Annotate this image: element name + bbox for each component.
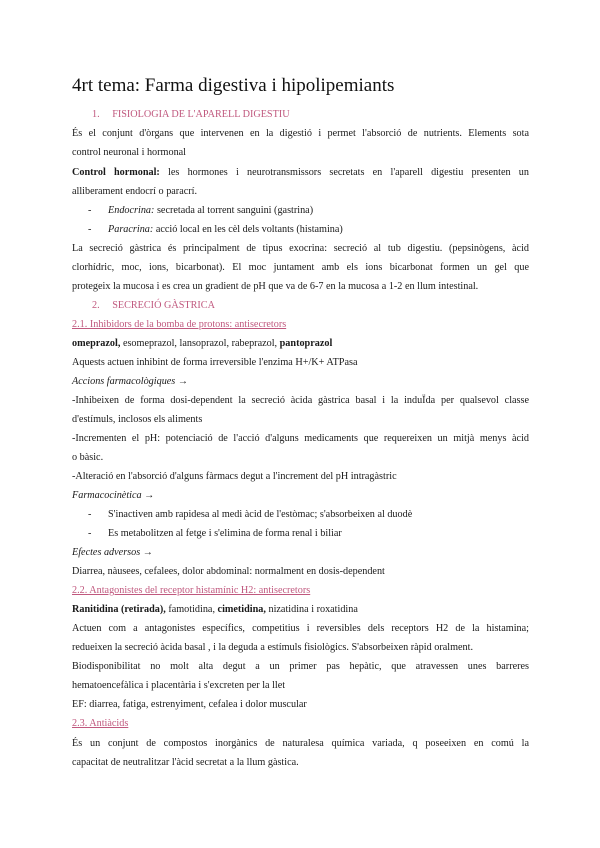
- drug-others: esomeprazol, lansoprazol, rabeprazol,: [120, 338, 280, 349]
- paragraph-line: -Inhibeixen de forma dosi-dependent la secreció àcida gàstrica basal i la induÏda per qualsevol classe: [72, 395, 529, 406]
- list-item-text: acció local en les cèl dels voltants (histamina): [153, 224, 343, 235]
- drug-famotidina: famotidina,: [165, 604, 218, 615]
- list-item-text: S'inactiven amb rapidesa al medi àcid de l'estòmac; s'absorbeixen al duodè: [108, 509, 413, 520]
- paragraph-line: És un conjunt de compostos inorgànics de naturalesa química variada, q poseeixen en comú la: [72, 738, 529, 749]
- subsection-2-2-heading: 2.2. Antagonistes del receptor histamínic H2: antisecretors: [72, 585, 311, 596]
- list-item-label: Paracrina:: [108, 224, 154, 235]
- paragraph-line: o bàsic.: [72, 452, 104, 463]
- subsection-2-1-heading: 2.1. Inhibidors de la bomba de protons: antisecretors: [72, 319, 287, 330]
- list-item-label: Endocrina:: [108, 205, 155, 216]
- drug-cimetidina: cimetidina,: [217, 604, 266, 615]
- drug-pantoprazol: pantoprazol: [279, 338, 333, 349]
- list-item-text: secretada al torrent sanguini (gastrina): [154, 205, 314, 216]
- section-1-heading: [92, 109, 290, 121]
- drug-list: [72, 604, 358, 616]
- paragraph-line: capacitat de neutralitzar l'àcid secretat a la llum gàstica.: [72, 757, 299, 768]
- paragraph-line: És el conjunt d'òrgans que intervenen en la digestió i permet l'absorció de nutrients. Elements sota: [72, 128, 529, 139]
- paragraph-line: Biodisponibilitat no molt alta degut a un primer pas hepàtic, que atravessen unes barreres: [72, 661, 529, 672]
- section-1-title: FISIOLOGIA DE L'APARELL DIGESTIU: [112, 109, 290, 120]
- dash-bullet: -: [88, 205, 92, 216]
- drug-ranitidina: Ranitidina (retirada),: [72, 604, 166, 615]
- dash-bullet: -: [88, 224, 92, 235]
- paragraph-line: Aquests actuen inhibint de forma irreversible l'enzima H+/K+ ATPasa: [72, 357, 358, 368]
- paragraph-line: La secreció gàstrica és principalment de tipus exocrina: secreció al tub digestiu. (pepsinògens, àcid: [72, 243, 529, 254]
- section-1-number: 1.: [92, 109, 100, 120]
- page-title: 4rt tema: Farma digestiva i hipolipemiants: [72, 75, 395, 96]
- accions-heading: Accions farmacològiques →: [72, 376, 189, 387]
- paragraph-line: redueixen la secreció àcida basal , i la deguda a estímuls fisiològics. S'absorbeixen ràpid oralment.: [72, 642, 473, 653]
- paragraph-line: d'estímuls, inclosos els aliments: [72, 414, 203, 425]
- list-item-text: Es metabolitzen al fetge i s'elimina de forma renal i biliar: [108, 528, 342, 539]
- control-hormonal-text: les hormones i neurotransmissors secretats en l'aparell digestiu presenten un: [159, 167, 529, 178]
- paragraph-line: hematoencefàlica i placentària i s'excreten per la llet: [72, 680, 286, 691]
- subsection-2-3-heading: 2.3. Antiàcids: [72, 718, 129, 729]
- efectes-adversos-heading: Efectes adversos →: [72, 547, 153, 558]
- section-2-number: 2.: [92, 300, 100, 311]
- paragraph-line: -Incrementen el pH: potenciació de l'acció d'alguns medicaments que requereixen un mitjà menys àcid: [72, 433, 529, 444]
- section-2-title: SECRECIÓ GÀSTRICA: [112, 300, 215, 311]
- paragraph-line: Actuen com a antagonistes específics, competitius i reversibles dels receptors H2 de la histamina;: [72, 623, 529, 634]
- dash-bullet: -: [88, 528, 92, 539]
- section-2-heading: [92, 300, 215, 312]
- dash-bullet: -: [88, 509, 92, 520]
- paragraph-line: protegeix la mucosa i es crea un gradient de pH que va de 6-7 en la mucosa a 1-2 en llum intestinal.: [72, 281, 479, 292]
- paragraph-line: clorhídric, moc, ions, bicarbonat). El moc juntament amb els ions bicarbonat formen un gel que: [72, 262, 529, 273]
- paragraph-line: EF: diarrea, fatiga, estrenyiment, cefalea i dolor muscular: [72, 699, 307, 710]
- paragraph-line: Diarrea, nàusees, cefalees, dolor abdominal: normalment en dosis-dependent: [72, 566, 385, 577]
- farmacocinetica-heading: Farmacocinètica →: [72, 490, 155, 501]
- control-hormonal-line: [72, 167, 529, 179]
- drug-list: [72, 338, 332, 350]
- paragraph-line: control neuronal i hormonal: [72, 147, 187, 158]
- paragraph-line: alliberament endocrí o paracrí.: [72, 186, 198, 197]
- drug-omeprazol: omeprazol,: [72, 338, 121, 349]
- control-hormonal-label: Control hormonal:: [72, 167, 160, 178]
- paragraph-line: -Alteració en l'absorció d'alguns fàrmacs degut a l'increment del pH intragàstric: [72, 471, 397, 482]
- drug-others: nizatidina i roxatidina: [265, 604, 358, 615]
